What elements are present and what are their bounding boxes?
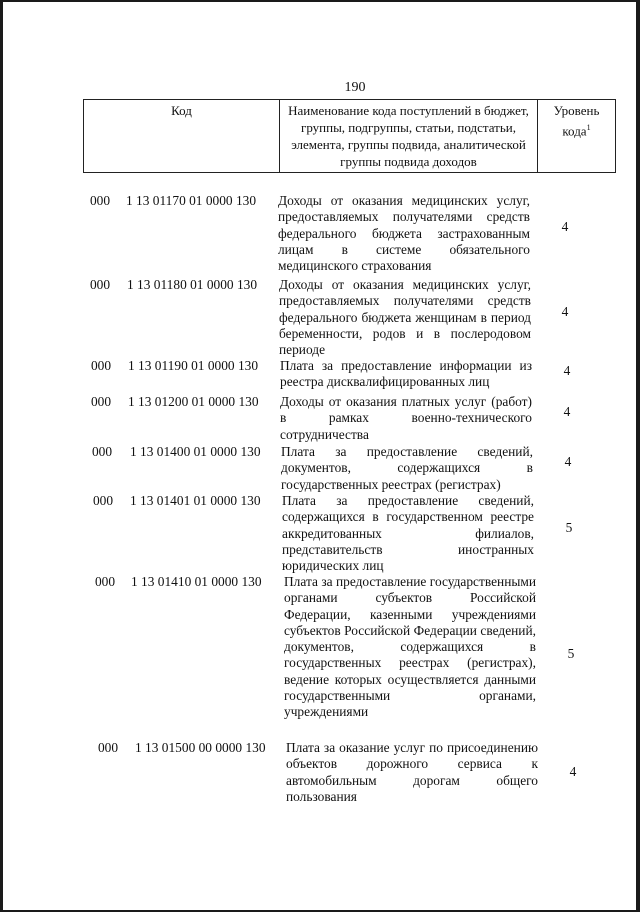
row-prefix: 000 [90, 358, 112, 373]
page-scan-edge-left [0, 0, 3, 912]
row-level: 4 [563, 363, 571, 378]
header-row [84, 100, 616, 173]
row-code: 1 13 01400 01 0000 130 [130, 444, 261, 459]
row-code: 1 13 01170 01 0000 130 [126, 193, 257, 208]
row-code: 1 13 01190 01 0000 130 [128, 358, 259, 373]
page-scan-edge-top [0, 0, 640, 2]
row-level: 5 [567, 646, 575, 661]
row-code: 1 13 01500 00 0000 130 [135, 740, 266, 755]
row-prefix: 000 [92, 493, 114, 508]
header-level-footnote: 1 [586, 123, 591, 132]
row-level: 5 [565, 520, 573, 535]
row-name: Доходы от оказания медицинских услуг, предоставляемых получателями средств федерального бюджета застрахованным лицам в системе обязательного медицинского страхования [278, 193, 530, 274]
row-prefix: 000 [89, 193, 111, 208]
header-level-cell [538, 100, 616, 173]
row-level: 4 [569, 764, 577, 779]
row-name: Плата за предоставление сведений, содержащихся в государственном реестре аккредитованных филиалов, представительств иностранных юридических лиц [282, 493, 534, 574]
header-code-cell: Код [84, 100, 280, 173]
row-level: 4 [561, 219, 569, 234]
page-number: 190 [344, 80, 366, 95]
row-name: Доходы от оказания платных услуг (работ) в рамках военно-технического сотрудничества [280, 394, 532, 442]
row-level: 4 [561, 304, 569, 319]
header-level-label: Уровень кода [553, 103, 600, 139]
page-scan-edge-right [636, 0, 640, 912]
row-name: Плата за предоставление государственными органами субъектов Российской Федерации, казенными учреждениями субъектов Российской Федерации сведений, документов, содержащихся в государственных реестрах (регистрах), ведение которых осуществляется данными государственными органами, учреждениями [284, 574, 536, 720]
row-name: Плата за оказание услуг по присоединению объектов дорожного сервиса к автомобильным дорогам общего пользования [286, 740, 538, 804]
row-code: 1 13 01180 01 0000 130 [127, 277, 258, 292]
row-prefix: 000 [94, 574, 116, 589]
row-prefix: 000 [91, 444, 113, 459]
row-prefix: 000 [89, 277, 111, 292]
row-name: Плата за предоставление сведений, документов, содержащихся в государственных реестрах (регистрах) [281, 444, 533, 492]
header-table [83, 99, 616, 173]
row-code: 1 13 01410 01 0000 130 [131, 574, 262, 589]
row-name: Доходы от оказания медицинских услуг, предоставляемых получателями средств федерального бюджета женщинам в период беременности, родов и в послеродовом периоде [279, 277, 531, 358]
row-prefix: 000 [90, 394, 112, 409]
row-level: 4 [564, 454, 572, 469]
row-name: Плата за предоставление информации из реестра дисквалифицированных лиц [280, 358, 532, 390]
header-name-cell: Наименование кода поступлений в бюджет, группы, подгруппы, статьи, подстатьи, элемента, группы подвида, аналитической группы подвида доходов [280, 100, 538, 173]
row-prefix: 000 [97, 740, 119, 755]
row-code: 1 13 01200 01 0000 130 [128, 394, 259, 409]
row-code: 1 13 01401 01 0000 130 [130, 493, 261, 508]
row-level: 4 [563, 404, 571, 419]
